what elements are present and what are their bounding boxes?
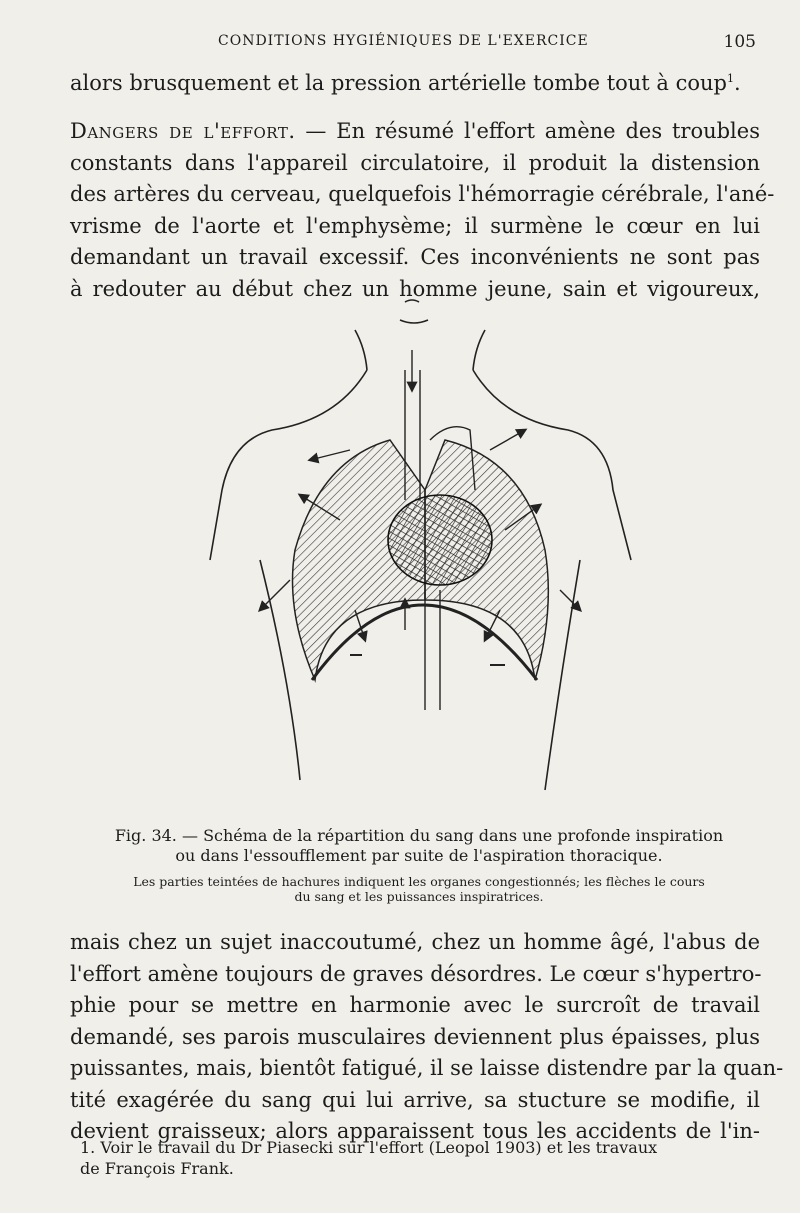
figure-caption: Fig. 34. — Schéma de la répartition du sang dans une profonde inspiration ou dans l'essoufflement par suite de l'aspiration thoracique. (114, 826, 724, 865)
text-line: des artères du cerveau, quelquefois l'hémorragie cérébrale, l'ané- (70, 182, 775, 206)
text-line: devient graisseux; alors apparaissent tous les accidents de l'in- (70, 1119, 760, 1143)
page-number: 105 (723, 32, 756, 52)
paragraph-2 (70, 116, 775, 305)
text-line: phie pour se mettre en harmonie avec le surcroît de travail (70, 993, 760, 1017)
text-line: à redouter au début chez un homme jeune, sain et vigoureux, (70, 276, 760, 301)
text-line: mais chez un sujet inaccoutumé, chez un homme âgé, l'abus de (70, 930, 760, 954)
text-line: Dangers de l'effort. — En résumé l'effort amène des troubles (70, 119, 760, 143)
text-line: demandé, ses parois musculaires deviennent plus épaisses, plus (70, 1024, 760, 1049)
paragraph-1 (70, 68, 760, 100)
text-line: l'effort amène toujours de graves désordres. Le cœur s'hypertro- (70, 961, 762, 986)
text-line: tité exagérée du sang qui lui arrive, sa stucture se modifie, il (70, 1087, 760, 1112)
text-line: puissantes, mais, bientôt fatigué, il se laisse distendre par la quan- (70, 1056, 784, 1080)
figure-legend: Les parties teintées de hachures indiquent les organes congestionnés; les flèches le cours du sang et les puissances inspiratrices. (133, 874, 705, 904)
footnote-ref: 1 (726, 72, 734, 85)
heart (388, 495, 492, 585)
paragraph-3 (70, 927, 784, 1148)
thorax-diagram (200, 290, 640, 820)
section-heading: Dangers de l'effort. (70, 119, 296, 143)
text-line: constants dans l'appareil circulatoire, il produit la distension (70, 150, 760, 175)
running-title: CONDITIONS HYGIÉNIQUES DE L'EXERCICE (218, 33, 589, 49)
text-line: alors brusquement et la pression artérielle tombe tout à coup$^1$. (70, 71, 741, 95)
anatomy-figure (200, 290, 640, 820)
text-line: vrisme de l'aorte et l'emphysème; il surmène le cœur en lui (70, 213, 760, 238)
running-head (70, 33, 760, 53)
footnote: 1. Voir le travail du Dr Piasecki sur l'effort (Leopol 1903) et les travaux de François Frank. (80, 1138, 658, 1178)
text-line: demandant un travail excessif. Ces inconvénients ne sont pas (70, 245, 760, 269)
